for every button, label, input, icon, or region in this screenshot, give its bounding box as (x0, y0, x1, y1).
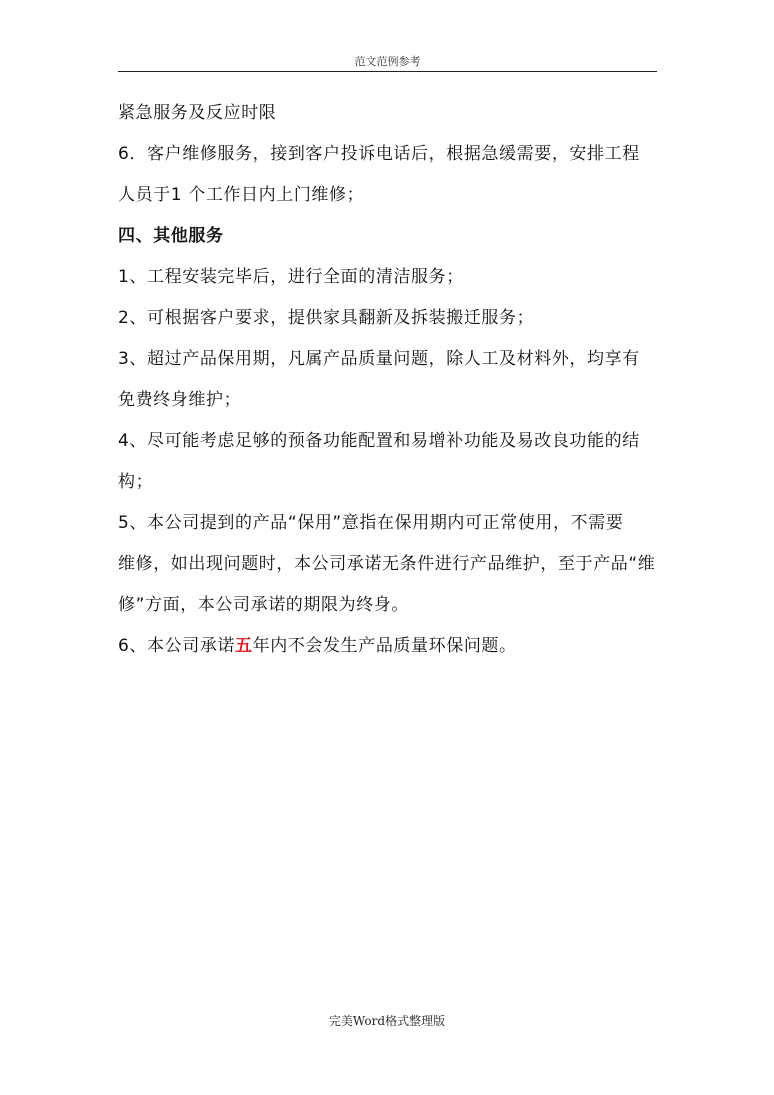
document-body (118, 93, 663, 667)
last-line-suffix: 年内不会发生产品质量环保问题。 (252, 636, 517, 656)
list-item-continuation: 维修，如出现问题时，本公司承诺无条件进行产品维护，至于产品“维 (118, 554, 656, 574)
page-header: 范文范例参考 (354, 55, 421, 68)
list-item: 3、超过产品保用期，凡属产品质量问题，除人工及材料外，均享有 (118, 349, 640, 369)
paragraph-line: 人员于1 个工作日内上门维修； (118, 185, 365, 205)
paragraph-line: 紧急服务及反应时限 (118, 103, 277, 123)
last-line-prefix: 6、本公司承诺 (118, 636, 236, 656)
list-item-continuation: 免费终身维护； (118, 390, 242, 410)
list-item: 4、尽可能考虑足够的预备功能配置和易增补功能及易改良功能的结 (118, 431, 640, 451)
list-item: 1、工程安装完毕后，进行全面的清洁服务； (118, 267, 464, 287)
list-item-continuation: 构； (118, 472, 154, 492)
list-item-last (118, 626, 663, 667)
page-footer: 完美Word格式整理版 (328, 1014, 446, 1028)
section-heading: 四、其他服务 (118, 226, 224, 246)
list-item: 2、可根据客户要求，提供家具翻新及拆装搬迁服务； (118, 308, 535, 328)
list-item: 5、本公司提到的产品“保用”意指在保用期内可正常使用，不需要 (118, 513, 624, 533)
list-item-continuation: 修”方面，本公司承诺的期限为终身。 (118, 595, 410, 615)
paragraph-line: 6．客户维修服务，接到客户投诉电话后，根据急缓需要，安排工程 (118, 144, 640, 164)
highlighted-years: 五 (235, 636, 253, 656)
header-divider (118, 71, 657, 72)
